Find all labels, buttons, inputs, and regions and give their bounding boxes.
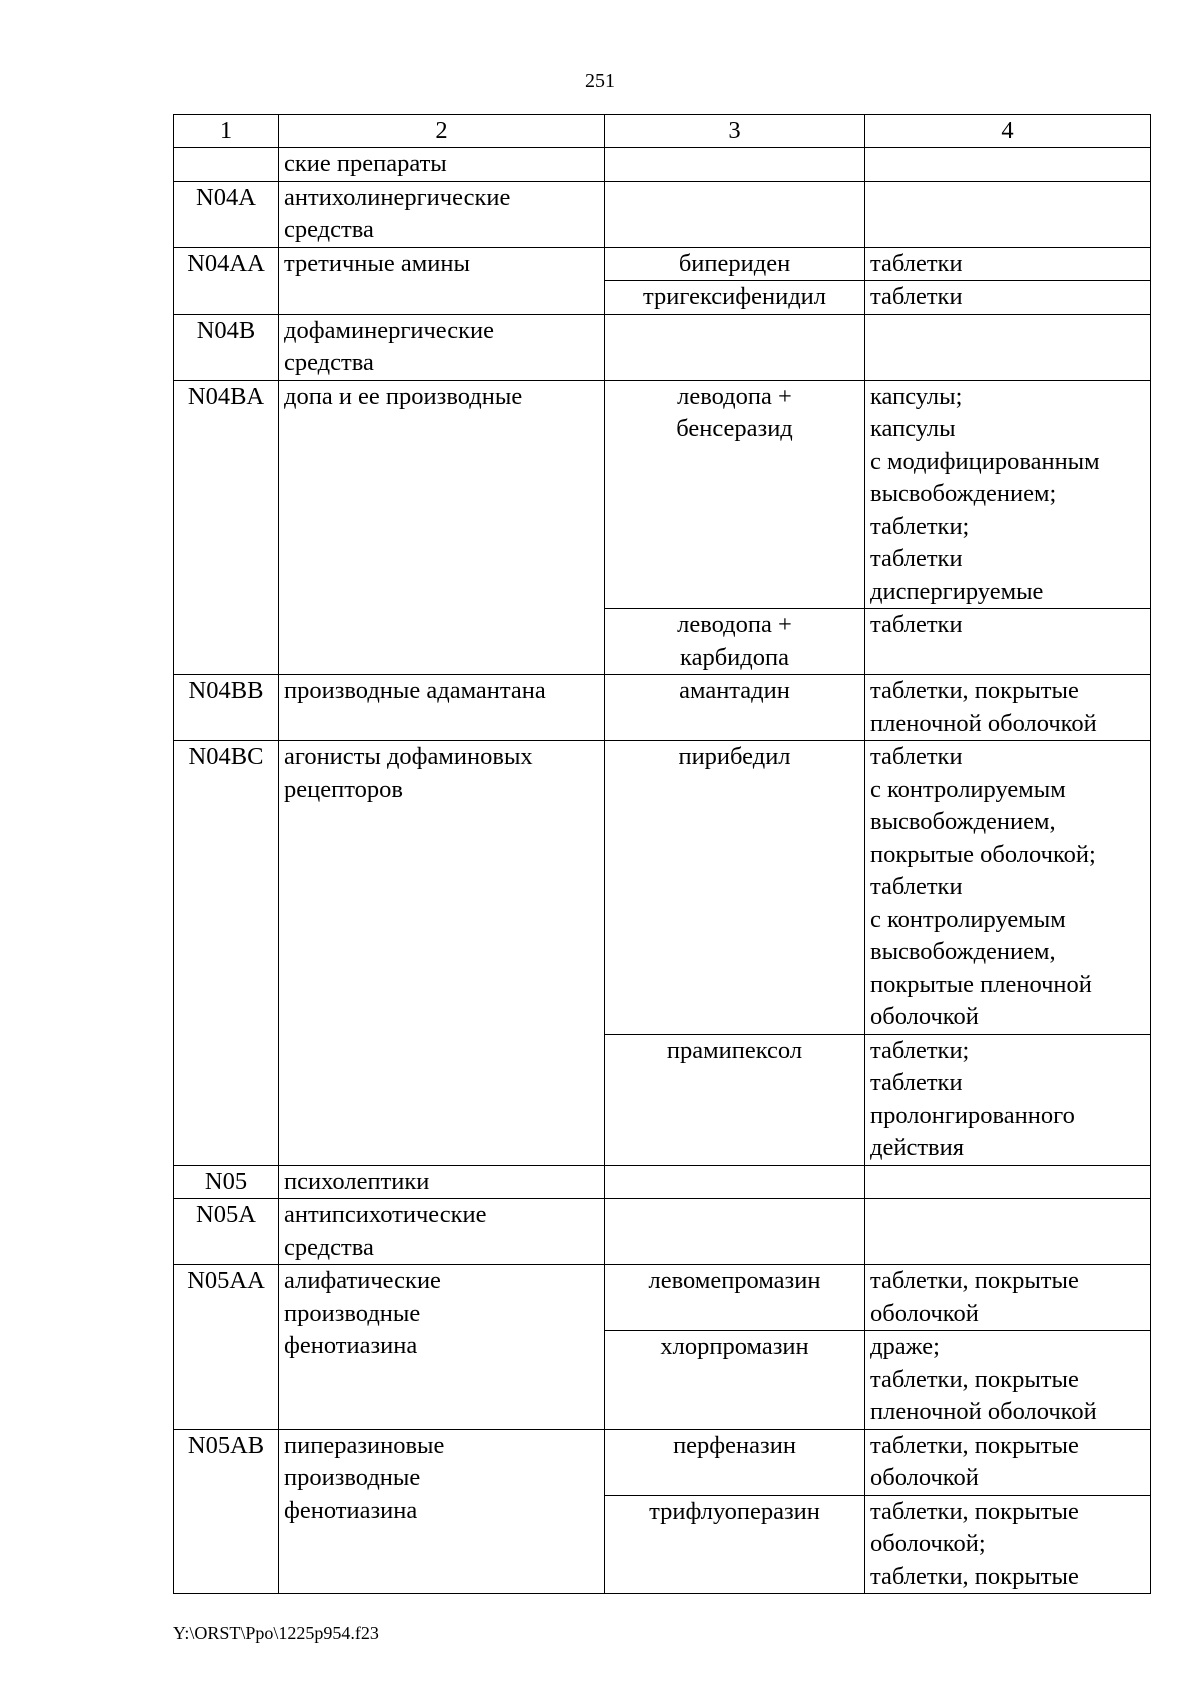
drug-name-cell: трифлуоперазин	[605, 1495, 865, 1594]
dosage-form-cell: таблетки, покрытые оболочкой	[865, 1429, 1151, 1495]
group-name-cell: ские препараты	[279, 148, 605, 182]
dosage-form-cell: таблетки	[865, 247, 1151, 281]
atc-code-cell: N05A	[174, 1199, 279, 1265]
atc-code-cell: N05AB	[174, 1429, 279, 1594]
atc-code-cell	[174, 148, 279, 182]
dosage-form-cell: таблетки; таблетки пролонгированного действия	[865, 1034, 1151, 1165]
atc-code-cell: N04AA	[174, 247, 279, 314]
column-header: 1	[174, 115, 279, 148]
group-name-cell: дофаминергические средства	[279, 314, 605, 380]
atc-code-cell: N04BA	[174, 380, 279, 675]
drug-name-cell: пирибедил	[605, 741, 865, 1035]
group-name-cell: пиперазиновые производные фенотиазина	[279, 1429, 605, 1594]
drug-name-cell: хлорпромазин	[605, 1331, 865, 1430]
group-name-cell: агонисты дофаминовых рецепторов	[279, 741, 605, 1166]
group-name-cell: допа и ее производные	[279, 380, 605, 675]
drug-name-cell	[605, 148, 865, 182]
column-header: 2	[279, 115, 605, 148]
dosage-form-cell: драже; таблетки, покрытые пленочной оболочкой	[865, 1331, 1151, 1430]
dosage-form-cell	[865, 314, 1151, 380]
atc-code-cell: N04A	[174, 181, 279, 247]
group-name-cell: антихолинергические средства	[279, 181, 605, 247]
dosage-form-cell: таблетки	[865, 281, 1151, 315]
group-name-cell: производные адамантана	[279, 675, 605, 741]
table-row	[174, 247, 1151, 281]
column-header: 3	[605, 115, 865, 148]
drug-table	[173, 114, 1151, 1594]
dosage-form-cell	[865, 1199, 1151, 1265]
dosage-form-cell	[865, 148, 1151, 182]
table-row	[174, 314, 1151, 380]
group-name-cell: психолептики	[279, 1165, 605, 1199]
drug-name-cell	[605, 314, 865, 380]
table-header-row	[174, 115, 1151, 148]
dosage-form-cell: таблетки с контролируемым высвобождением, покрытые оболочкой; таблетки с контролируемым высвобождением, покрытые пленочной оболочкой	[865, 741, 1151, 1035]
drug-name-cell	[605, 1199, 865, 1265]
column-header: 4	[865, 115, 1151, 148]
drug-name-cell: леводопа + бенсеразид	[605, 380, 865, 609]
atc-code-cell: N04B	[174, 314, 279, 380]
drug-name-cell: леводопа + карбидопа	[605, 609, 865, 675]
drug-name-cell: амантадин	[605, 675, 865, 741]
drug-name-cell: тригексифенидил	[605, 281, 865, 315]
group-name-cell: антипсихотические средства	[279, 1199, 605, 1265]
dosage-form-cell: таблетки	[865, 609, 1151, 675]
dosage-form-cell: капсулы; капсулы с модифицированным высвобождением; таблетки; таблетки диспергируемые	[865, 380, 1151, 609]
table-row	[174, 1165, 1151, 1199]
group-name-cell: третичные амины	[279, 247, 605, 314]
table-row	[174, 1265, 1151, 1331]
dosage-form-cell	[865, 181, 1151, 247]
drug-name-cell: перфеназин	[605, 1429, 865, 1495]
table-row	[174, 380, 1151, 609]
table-row	[174, 741, 1151, 1035]
atc-code-cell: N05	[174, 1165, 279, 1199]
dosage-form-cell: таблетки, покрытые оболочкой; таблетки, покрытые	[865, 1495, 1151, 1594]
footer-file-path: Y:\ORST\Ppo\1225p954.f23	[173, 1623, 379, 1643]
atc-code-cell: N05AA	[174, 1265, 279, 1430]
table-row	[174, 148, 1151, 182]
group-name-cell: алифатические производные фенотиазина	[279, 1265, 605, 1430]
drug-name-cell: бипериден	[605, 247, 865, 281]
atc-code-cell: N04BC	[174, 741, 279, 1166]
table-row	[174, 675, 1151, 741]
dosage-form-cell	[865, 1165, 1151, 1199]
dosage-form-cell: таблетки, покрытые пленочной оболочкой	[865, 675, 1151, 741]
dosage-form-cell: таблетки, покрытые оболочкой	[865, 1265, 1151, 1331]
page-number: 251	[585, 70, 615, 92]
table-row	[174, 181, 1151, 247]
drug-name-cell	[605, 1165, 865, 1199]
table-row	[174, 1199, 1151, 1265]
atc-code-cell: N04BB	[174, 675, 279, 741]
table-row	[174, 1429, 1151, 1495]
drug-name-cell	[605, 181, 865, 247]
drug-name-cell: левомепромазин	[605, 1265, 865, 1331]
drug-name-cell: прамипексол	[605, 1034, 865, 1165]
